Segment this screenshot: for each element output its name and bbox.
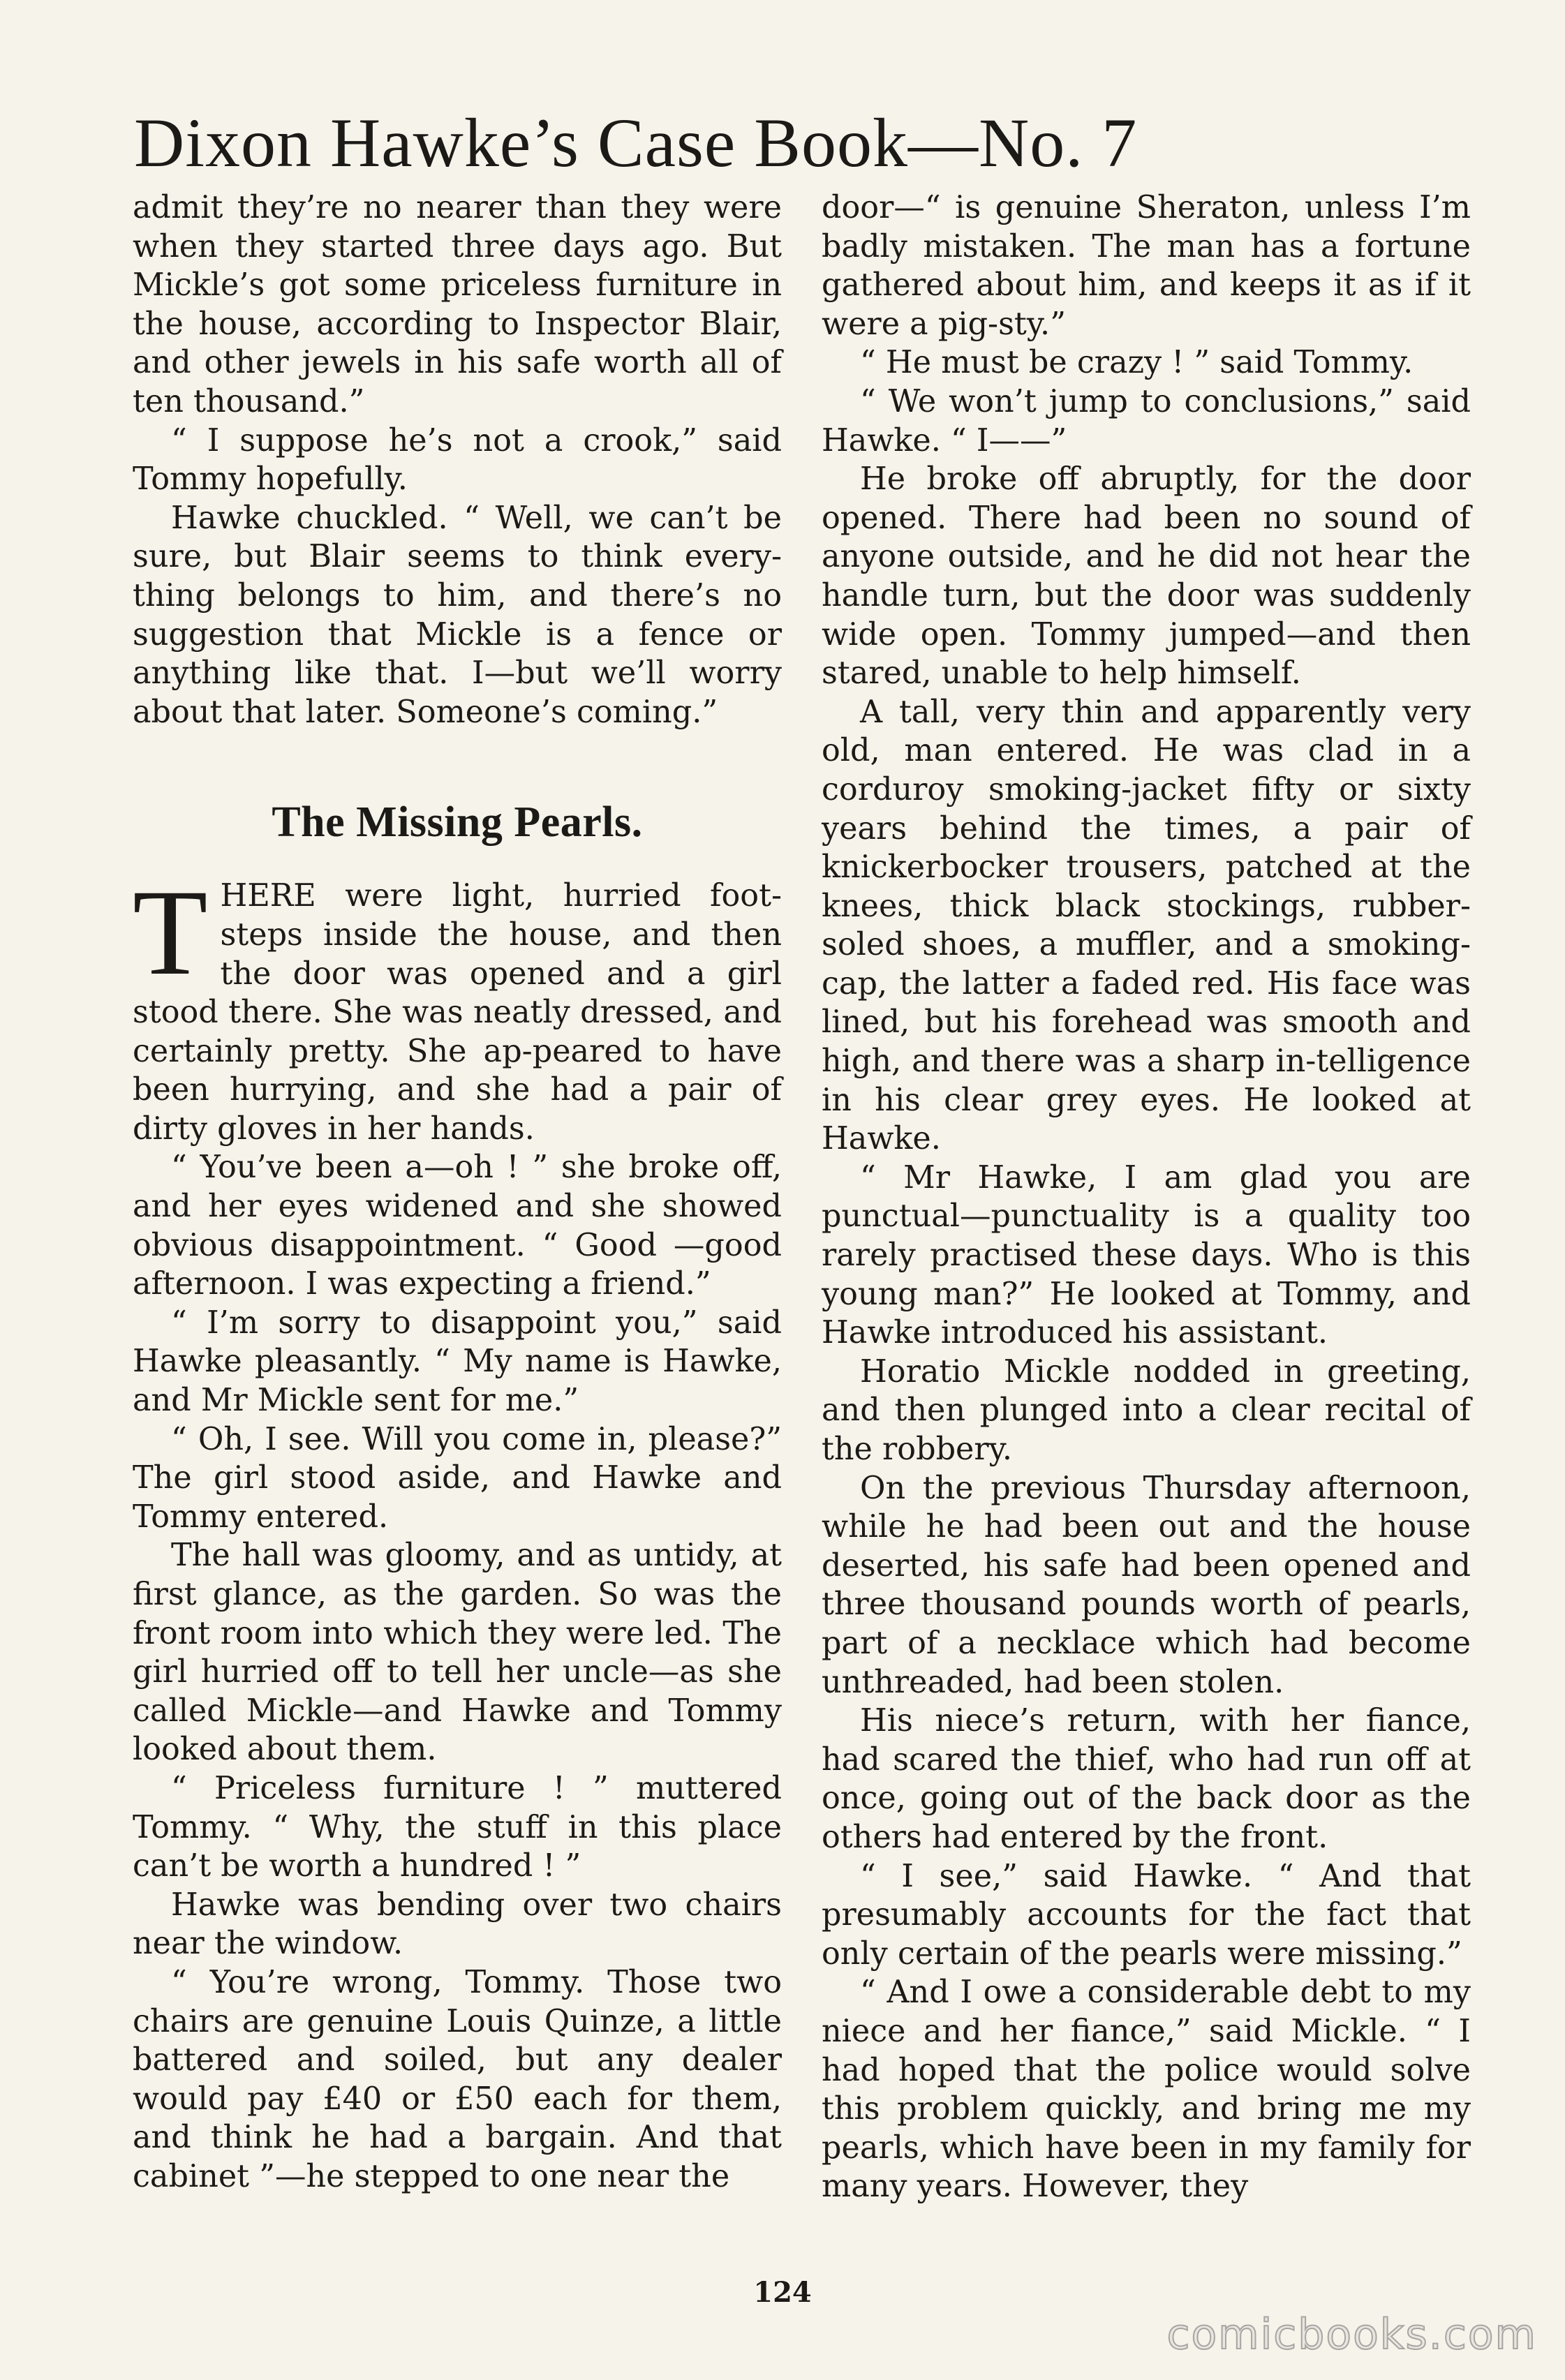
drop-cap: T — [133, 865, 208, 1002]
left-column — [133, 188, 782, 2196]
paragraph: “ We won’t jump to conclusions,” said Hawke. “ I——” — [822, 383, 1471, 459]
paragraph: Horatio Mickle nodded in greeting, and then plunged into a clear recital of the robbery. — [822, 1353, 1471, 1467]
paragraph: A tall, very thin and apparently very old, man entered. He was clad in a corduroy smoking-jacket fifty or sixty years behind the times, a pair of knickerbocker trousers, patched at the knees, thick black stockings, rubber-soled shoes, a muffler, and a smoking-cap, the latter a faded red. His face was lined, but his forehead was smooth and high, and there was a sharp in-telligence in his clear grey eyes. He looked at Hawke. — [822, 694, 1471, 1157]
paragraph: “ Oh, I see. Will you come in, please?” The girl stood aside, and Hawke and Tommy entered. — [133, 1421, 782, 1535]
paragraph: “ Mr Hawke, I am glad you are punctual—punctuality is a quality too rarely practised these days. Who is this young man?” He looked at Tommy, and Hawke introduced his assistant. — [822, 1159, 1471, 1351]
paragraph: “ And I owe a considerable debt to my niece and her fiance,” said Mickle. “ I had hoped that the police would solve this problem quickly, and bring me my pearls, which have been in my family for many years. However, they — [822, 1974, 1471, 2205]
paragraph-text: HERE were light, hurried foot-steps inside the house, and then the door was opened and a girl stood there. She was neatly dressed, and certainly pretty. She ap-peared to have been hurrying, and she had a pair of dirty gloves in her hands. — [133, 878, 782, 1147]
page-number: 124 — [753, 2276, 812, 2309]
paragraph — [133, 865, 782, 1148]
paragraph: “ He must be crazy ! ” said Tommy. — [860, 345, 1414, 381]
paragraph: “ I see,” said Hawke. “ And that presumably accounts for the fact that only certain of the pearls were missing.” — [822, 1858, 1471, 1972]
paragraph: door—“ is genuine Sheraton, unless I’m badly mistaken. The man has a fortune gathered about him, and keeps it as if it were a pig-sty.” — [822, 190, 1471, 342]
paragraph: Hawke was bending over two chairs near the window. — [133, 1887, 782, 1962]
paragraph: He broke off abruptly, for the door opened. There had been no sound of anyone outside, and he did not hear the handle turn, but the door was suddenly wide open. Tommy jumped—and then stared, unable to help himself. — [822, 461, 1471, 692]
paragraph: admit they’re no nearer than they were when they started three days ago. But Mickle’s got some priceless furniture in the house, according to Inspector Blair, and other jewels in his safe worth all of ten thousand.” — [133, 190, 782, 419]
paragraph: “ I suppose he’s not a crook,” said Tommy hopefully. — [133, 422, 782, 498]
paragraph: The hall was gloomy, and as untidy, at first glance, as the garden. So was the front room into which they were led. The girl hurried off to tell her uncle—as she called Mickle—and Hawke and Tommy looked about them. — [133, 1538, 782, 1768]
page-title: Dixon Hawke’s Case Book—No. 7 — [134, 104, 1138, 181]
paragraph: “ You’ve been a—oh ! ” she broke off, and her eyes widened and she showed obvious disappointment. “ Good —good afternoon. I was expecting a friend.” — [133, 1150, 782, 1302]
right-column — [822, 188, 1471, 2206]
paragraph: “ I’m sorry to disappoint you,” said Hawke pleasantly. “ My name is Hawke, and Mr Mickle sent for me.” — [133, 1304, 782, 1419]
paragraph: Hawke chuckled. “ Well, we can’t be sure, but Blair seems to think every-thing belongs to him, and there’s no suggestion that Mickle is a fence or anything like that. I—but we’ll worry about that later. Someone’s coming.” — [133, 500, 782, 730]
paragraph: “ You’re wrong, Tommy. Those two chairs are genuine Louis Quinze, a little battered and soiled, but any dealer would pay £40 or £50 each for them, and think he had a bargain. And that cabinet ”—he stepped to one near the — [133, 1964, 782, 2194]
paragraph: His niece’s return, with her fiance, had scared the thief, who had run off at once, going out of the back door as the others had entered by the front. — [822, 1703, 1471, 1855]
section-heading: The Missing Pearls. — [272, 798, 643, 847]
paragraph: “ Priceless furniture ! ” muttered Tommy. “ Why, the stuff in this place can’t be worth a hundred ! ” — [133, 1770, 782, 1884]
watermark: comicbooks.com — [1166, 2310, 1537, 2359]
paragraph: On the previous Thursday afternoon, while he had been out and the house deserted, his safe had been opened and three thousand pounds worth of pearls, part of a necklace which had become unthreaded, had been stolen. — [822, 1470, 1471, 1700]
